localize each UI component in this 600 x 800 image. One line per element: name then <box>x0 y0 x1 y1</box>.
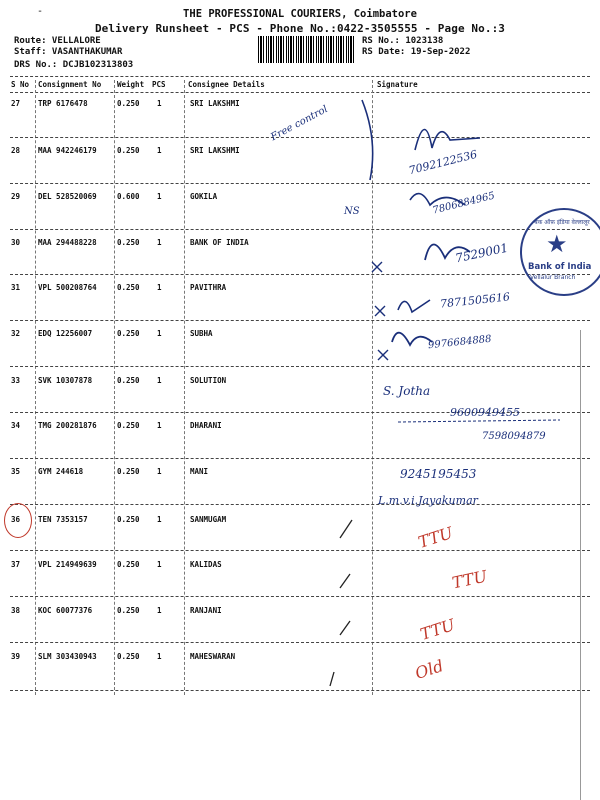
cross-mark <box>375 306 385 316</box>
signature-scrawl <box>398 300 430 312</box>
cell-pcs: 1 <box>157 283 162 292</box>
company-title: THE PROFESSIONAL COURIERS, Coimbatore <box>183 8 417 20</box>
handwritten-name: S. Jotha <box>383 384 431 398</box>
cell-pcs: 1 <box>157 467 162 476</box>
handwritten-mark: TTU <box>415 523 456 552</box>
cell-consignee: DHARANI <box>190 421 222 430</box>
route-label: Route: VELLALORE <box>14 36 101 46</box>
cell-pcs: 1 <box>157 560 162 569</box>
col-header-weight: Weight <box>117 80 145 89</box>
cell-sno: 30 <box>11 238 21 247</box>
handwritten-phone: 9600949455 <box>450 406 520 419</box>
cell-sno: 38 <box>11 606 21 615</box>
cell-pcs: 1 <box>157 515 162 524</box>
cell-weight: 0.250 <box>117 329 140 338</box>
handwritten-name: L.m.v.i.Jayakumar <box>378 494 478 507</box>
handwritten-phone: 7806884965 <box>431 190 497 217</box>
cell-pcs: 1 <box>157 421 162 430</box>
cross-mark <box>378 350 388 360</box>
cell-consignment: SLM 303430943 <box>38 652 97 661</box>
stamp-branch: Vellalur Branch <box>530 274 576 281</box>
cell-consignee: MANI <box>190 467 209 476</box>
handwritten-mark: Old <box>412 656 446 683</box>
cell-pcs: 1 <box>157 99 162 108</box>
cell-weight: 0.250 <box>117 560 140 569</box>
runsheet-subtitle: Delivery Runsheet - PCS - Phone No.:0422-3505555 - Page No.:3 <box>94 22 506 35</box>
cell-consignee: MAHESWARAN <box>190 652 236 661</box>
bracket-mark <box>362 100 373 180</box>
cell-sno: 37 <box>11 560 21 569</box>
cell-consignment: TMG 200281876 <box>38 421 97 430</box>
cell-consignment: GYM 244618 <box>38 467 84 476</box>
cell-pcs: 1 <box>157 192 162 201</box>
cell-pcs: 1 <box>157 238 162 247</box>
slash-mark <box>340 520 352 538</box>
handwritten-phone: 7598094879 <box>482 431 546 442</box>
cell-consignee: GOKILA <box>190 192 218 201</box>
cell-consignment: SVK 10307878 <box>38 376 93 385</box>
star-icon: ★ <box>546 230 568 258</box>
cell-weight: 0.250 <box>117 652 140 661</box>
handwritten-phone: 7529001 <box>454 240 510 266</box>
col-header-consignment: Consignment No <box>38 80 102 89</box>
cell-sno: 29 <box>11 192 21 201</box>
cell-sno: 27 <box>11 99 21 108</box>
handwritten-phone: 7092122536 <box>407 147 479 178</box>
handwritten-ns: NS <box>344 206 360 217</box>
stamp-bank-name: Bank of India <box>528 262 592 272</box>
cell-consignee: SRI LAKSHMI <box>190 99 240 108</box>
cell-consignment: VPL 214949639 <box>38 560 97 569</box>
handwritten-phone: 9245195453 <box>400 467 477 481</box>
col-header-pcs: PCS <box>152 80 166 89</box>
cell-sno: 32 <box>11 329 21 338</box>
cell-sno: 39 <box>11 652 21 661</box>
cell-consignee: SRI LAKSHMI <box>190 146 240 155</box>
cell-pcs: 1 <box>157 652 162 661</box>
cell-weight: 0.250 <box>117 606 140 615</box>
col-header-consignee: Consignee Details <box>188 80 265 89</box>
cell-sno: 35 <box>11 467 21 476</box>
rs-date: RS Date: 19-Sep-2022 <box>362 47 471 57</box>
slash-mark <box>330 672 334 686</box>
cell-consignee: KALIDAS <box>190 560 222 569</box>
cell-sno: 28 <box>11 146 21 155</box>
cross-mark <box>372 262 382 272</box>
cell-weight: 0.250 <box>117 238 140 247</box>
handwritten-phone: 7871505616 <box>439 290 511 311</box>
col-header-signature: Signature <box>377 80 418 89</box>
rs-number: RS No.: 1023138 <box>362 36 444 46</box>
signature-scrawl <box>415 129 480 150</box>
cell-weight: 0.250 <box>117 376 140 385</box>
col-header-sno: S No <box>11 80 30 89</box>
cell-weight: 0.250 <box>117 421 140 430</box>
signature-scrawl <box>392 333 432 345</box>
cell-weight: 0.600 <box>117 192 140 201</box>
handwritten-mark: TTU <box>417 615 458 644</box>
cell-consignment: EDQ 12256007 <box>38 329 93 338</box>
cell-sno: 36 <box>11 515 21 524</box>
cell-pcs: 1 <box>157 606 162 615</box>
handwritten-note: Free control <box>269 103 330 144</box>
cell-pcs: 1 <box>157 376 162 385</box>
cell-consignee: PAVITHRA <box>190 283 227 292</box>
cell-consignee: RANJANI <box>190 606 222 615</box>
stamp-top-text: बैंक ऑफ़ इंडिया वेल्लालूर <box>534 219 590 226</box>
cell-weight: 0.250 <box>117 99 140 108</box>
cell-consignee: SANMUGAM <box>190 515 227 524</box>
cell-sno: 34 <box>11 421 21 430</box>
slash-mark <box>340 574 350 588</box>
handwritten-phone: 9976684888 <box>427 333 493 352</box>
staff-label: Staff: VASANTHAKUMAR <box>14 47 123 57</box>
cell-weight: 0.250 <box>117 283 140 292</box>
drs-number: DRS No.: DCJB102313803 <box>14 60 134 70</box>
cell-sno: 33 <box>11 376 21 385</box>
cell-consignee: SUBHA <box>190 329 213 338</box>
handwritten-mark: TTU <box>450 566 489 593</box>
cell-weight: 0.250 <box>117 515 140 524</box>
cell-consignment: VPL 500208764 <box>38 283 97 292</box>
cell-consignment: DEL 528520069 <box>38 192 97 201</box>
slash-mark <box>340 621 350 635</box>
signature-underline <box>398 420 560 422</box>
page-edge-line <box>580 330 581 800</box>
cell-pcs: 1 <box>157 329 162 338</box>
cell-weight: 0.250 <box>117 467 140 476</box>
cell-pcs: 1 <box>157 146 162 155</box>
top-dash: - <box>37 6 44 17</box>
cell-consignment: TEN 7353157 <box>38 515 88 524</box>
cell-consignment: MAA 942246179 <box>38 146 97 155</box>
cell-sno: 31 <box>11 283 21 292</box>
cell-weight: 0.250 <box>117 146 140 155</box>
cell-consignment: MAA 294488228 <box>38 238 97 247</box>
cell-consignee: BANK OF INDIA <box>190 238 249 247</box>
cell-consignee: SOLUTION <box>190 376 227 385</box>
cell-consignment: KOC 60077376 <box>38 606 93 615</box>
cell-consignment: TRP 6176478 <box>38 99 88 108</box>
bank-stamp <box>520 208 600 296</box>
